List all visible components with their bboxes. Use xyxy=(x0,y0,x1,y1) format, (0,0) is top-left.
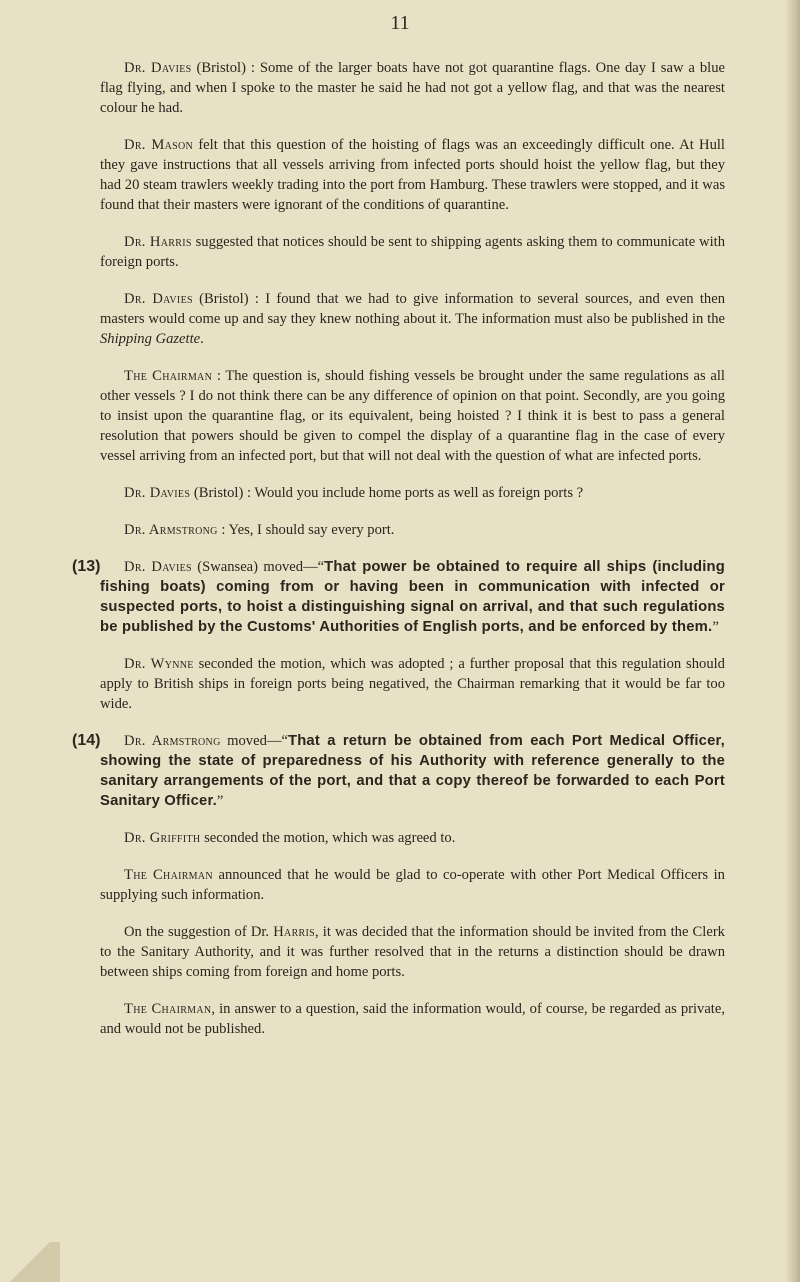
motion-number: (13) xyxy=(72,558,101,575)
paragraph-text: seconded the motion, which was adopted ; a further proposal that this regulation should apply to British ships in foreign ports being negatived, the Chairman remarking that it would be far too wide. xyxy=(100,656,725,712)
motion-13 xyxy=(72,557,726,637)
motion-lead: (Swansea) moved—“ xyxy=(191,559,325,575)
page-corner xyxy=(0,1242,60,1282)
page-number: 11 xyxy=(390,12,410,34)
speaker-name: Dr. Davies xyxy=(124,485,191,501)
motion-text: That a return be obtained from each Port Medical Officer, showing the state of preparedness of his Authority with reference generally to the sanitary arrangements of the port, and that a copy thereof be forwarded to each Port Sanitary Officer. xyxy=(100,733,725,809)
paragraph-text: suggested that notices should be sent to shipping agents asking them to communicate with foreign ports. xyxy=(100,234,725,270)
speaker-name: Dr. Armstrong xyxy=(124,733,221,749)
speaker-name: Dr. Griffith xyxy=(124,830,201,846)
speaker-name: Dr. Wynne xyxy=(124,656,194,672)
paragraph-chairman-1 xyxy=(100,366,725,466)
speaker-name: Dr. Armstrong xyxy=(124,522,218,538)
paragraph-davies-bristol-1 xyxy=(100,58,725,118)
motion-text: That power be obtained to require all ships (including fishing boats) coming from or having been in communication with infected or suspected ports, to hoist a distinguishing signal on arrival, and that such regulations be published by the Customs' Authorities of English ports, and be enforced by them. xyxy=(100,559,726,635)
speaker-name: Dr. Davies xyxy=(124,291,193,307)
paragraph-text: (Bristol) : I found that we had to give information to several sources, and even then masters would come up and say they knew nothing about it. The information must also be published in the xyxy=(100,291,725,327)
speaker-name: The Chairman xyxy=(124,867,213,883)
paragraph-mason xyxy=(100,135,725,215)
paragraph-wynne xyxy=(100,654,725,714)
paragraph-text: : Yes, I should say every port. xyxy=(217,522,395,538)
paragraph-text: announced that he would be glad to co-operate with other Port Medical Officers in supplying such information. xyxy=(100,867,725,903)
motion-number: (14) xyxy=(72,732,101,749)
paragraph-harris xyxy=(100,232,725,272)
speaker-name: Dr. Davies xyxy=(124,559,192,575)
speaker-name: Harris xyxy=(273,924,315,940)
paragraph-chairman-3 xyxy=(100,999,725,1039)
speaker-name: The Chairman xyxy=(124,368,213,384)
paragraph-text: (Bristol) : Some of the larger boats have not got quarantine flags. One day I saw a blue flag flying, and when I spoke to the master he said he had not got a yellow flag, and that was the nearest colour he had. xyxy=(100,60,725,116)
motion-end: ” xyxy=(216,793,224,809)
paragraph-text: felt that this question of the hoisting of flags was an exceedingly difficult one. At Hull they gave instructions that all vessels arriving from infected ports should hoist the yellow flag, but they had 20 steam trawlers weekly trading into the port from Hamburg. These trawlers were stopped, and it was found that their masters were ignorant of the conditions of quarantine. xyxy=(100,137,725,213)
paragraph-lead: On the suggestion of Dr. xyxy=(124,924,274,940)
paragraph-davies-bristol-2 xyxy=(100,289,725,349)
paragraph-armstrong-1 xyxy=(100,520,725,540)
paragraph-harris-suggestion xyxy=(100,922,725,982)
paragraph-text-end: . xyxy=(200,331,204,347)
motion-14 xyxy=(72,731,725,811)
page-edge xyxy=(786,0,800,1282)
motion-lead: moved—“ xyxy=(220,733,288,749)
paragraph-text: (Bristol) : Would you include home ports as well as foreign ports ? xyxy=(190,485,584,501)
document-body xyxy=(72,58,726,1056)
speaker-name: Dr. Mason xyxy=(124,137,194,153)
paragraph-text: , in answer to a question, said the information would, of course, be regarded as private, and would not be published. xyxy=(100,1001,725,1037)
paragraph-text: seconded the motion, which was agreed to. xyxy=(200,830,456,846)
publication-title: Shipping Gazette xyxy=(100,331,201,347)
paragraph-text: , it was decided that the information should be invited from the Clerk to the Sanitary Authority, and it was further resolved that in the returns a distinction should be drawn between ships coming from foreign and home ports. xyxy=(100,924,725,980)
paragraph-davies-bristol-3 xyxy=(100,483,725,503)
motion-end: ” xyxy=(712,619,719,635)
paragraph-chairman-2 xyxy=(100,865,725,905)
paragraph-griffith xyxy=(100,828,725,848)
speaker-name: Dr. Harris xyxy=(124,234,192,250)
paragraph-text: : The question is, should fishing vessels be brought under the same regulations as all other vessels ? I do not think there can be any difference of opinion on that point. Secondly, are you going to insist upon the quarantine flag, or its equivalent, being hoisted ? I think it is best to pass a general resolution that powers should be given to compel the display of a quarantine flag in the case of every vessel arriving from an infected port, but that will not deal with the question of what are infected ports. xyxy=(100,368,725,464)
speaker-name: Dr. Davies xyxy=(124,60,192,76)
speaker-name: The Chairman xyxy=(124,1001,212,1017)
